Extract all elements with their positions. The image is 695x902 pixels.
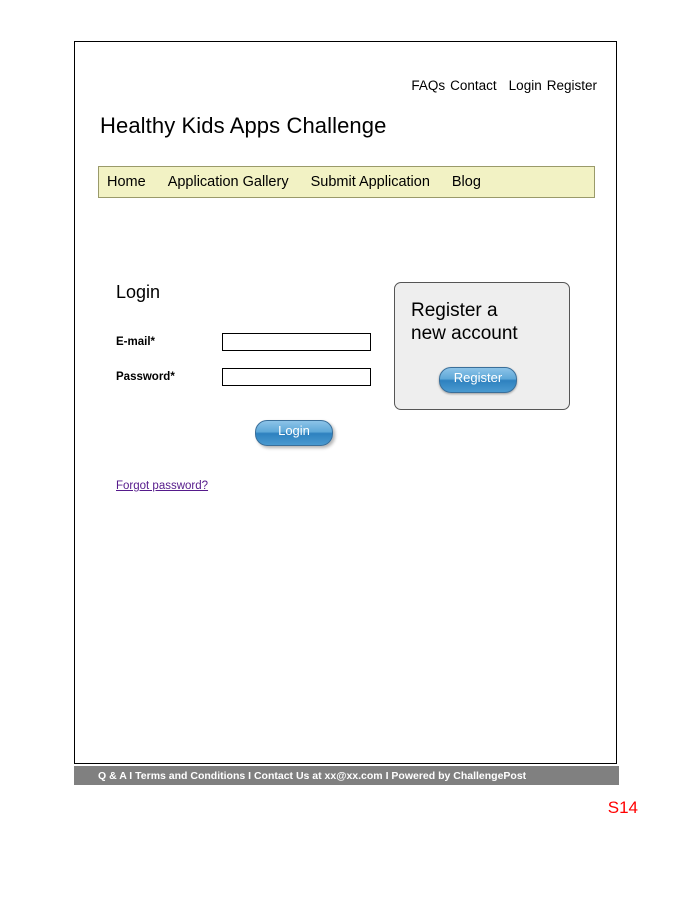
email-field-row	[116, 333, 416, 355]
link-login[interactable]: Login	[508, 78, 542, 93]
password-input[interactable]	[222, 368, 371, 386]
register-panel-title	[411, 299, 518, 345]
register-panel-title-line1: Register a	[411, 300, 498, 321]
main-navigation	[98, 166, 595, 198]
slide-number: S14	[607, 798, 638, 817]
page-frame	[74, 41, 617, 764]
register-panel-title-line2: new account	[411, 323, 518, 345]
email-label: E-mail*	[116, 336, 155, 348]
site-title: Healthy Kids Apps Challenge	[100, 113, 387, 138]
register-panel	[394, 282, 570, 410]
login-button[interactable]: Login	[255, 420, 333, 446]
register-button[interactable]: Register	[439, 367, 517, 393]
login-heading: Login	[116, 282, 161, 302]
nav-item-application-gallery[interactable]: Application Gallery	[167, 174, 289, 190]
nav-item-home[interactable]: Home	[107, 174, 146, 190]
footer-bar: Q & A I Terms and Conditions I Contact Us at xx@xx.com I Powered by ChallengePost	[74, 766, 619, 785]
email-input[interactable]	[222, 333, 371, 351]
nav-item-submit-application[interactable]: Submit Application	[310, 174, 430, 190]
forgot-password-link[interactable]: Forgot password?	[116, 480, 209, 492]
password-field-row	[116, 368, 416, 390]
top-utility-links	[411, 78, 597, 93]
link-faqs[interactable]: FAQs	[411, 78, 446, 93]
password-label: Password*	[116, 371, 175, 383]
link-contact[interactable]: Contact	[450, 78, 497, 93]
link-register[interactable]: Register	[546, 78, 597, 93]
nav-item-blog[interactable]: Blog	[451, 174, 481, 190]
